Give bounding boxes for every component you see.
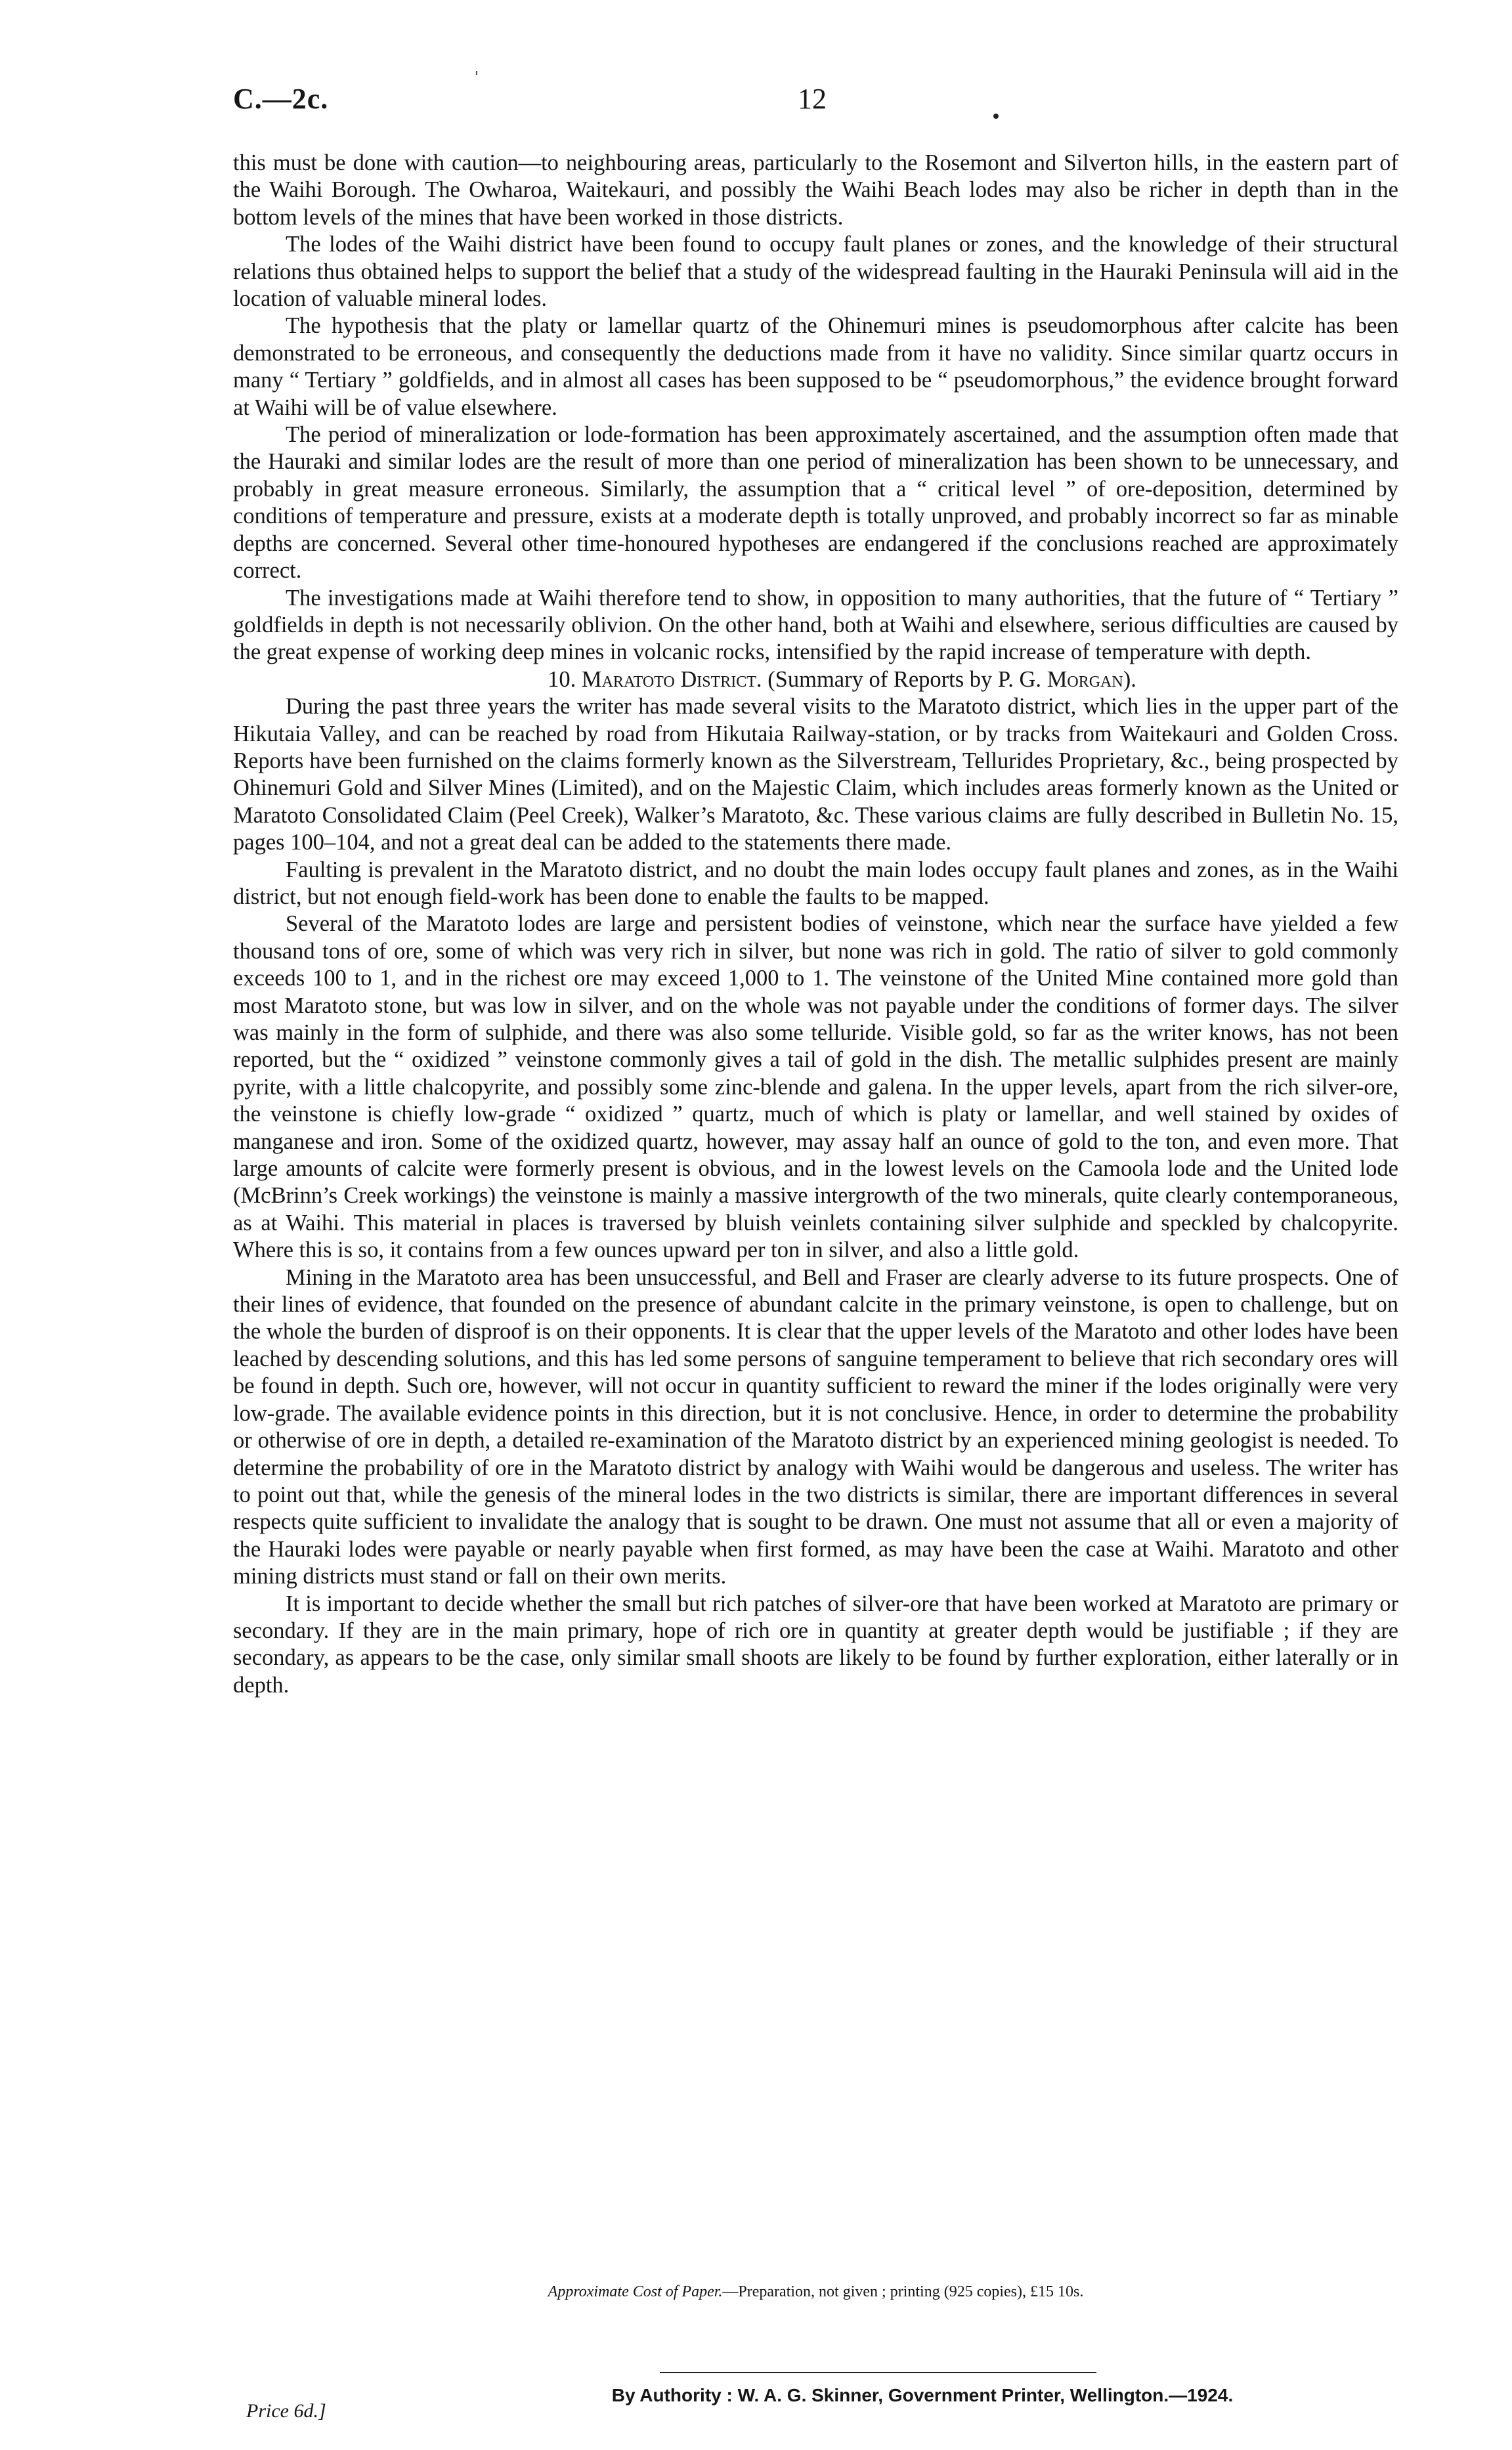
section-title: Maratoto District. [581, 666, 762, 692]
printer-imprint [453, 2385, 1392, 2406]
section-subtitle-name: Morgan [1047, 666, 1123, 692]
page-number: 12 [798, 83, 827, 115]
paragraph-2: The lodes of the Waihi district have been found to occupy fault planes or zones, and the knowledge of their structural relations thus obtained helps to support the belief that a study of the widespread faulting in the Hauraki Peninsula will aid in the location of valuable mineral lodes. [233, 232, 1398, 312]
body-text [233, 150, 1398, 1699]
document-reference: C.—2c. [233, 83, 329, 115]
cost-note-text: —Preparation, not given ; printing (925 copies), £15 10s. [722, 2283, 1084, 2300]
paragraph-3: The hypothesis that the platy or lamellar quartz of the Ohinemuri mines is pseudomorphous after calcite has been demonstrated to be erroneous, and consequently the deductions made from it have no validity. Since similar quartz occurs in many “ Tertiary ” goldfields, and in almost all cases has been supposed to be “ pseudomorphous,” the evidence brought forward at Waihi will be of value elsewhere. [233, 313, 1398, 420]
price-label: Price 6d.] [246, 2400, 326, 2422]
footer-rule [660, 2372, 1096, 2373]
paragraph-5: The investigations made at Waihi therefore tend to show, in opposition to many authorities, that the future of “ Tertiary ” goldfields in depth is not necessarily oblivion. On the other hand, both at Waihi and elsewhere, serious difficulties are caused by the great expense of working deep mines in volcanic rocks, intensified by the rapid increase of temperature with depth. [233, 585, 1398, 665]
authority-label: By Authority : [611, 2385, 733, 2405]
authority-text: W. A. G. Skinner, Government Printer, Wellington.—1924. [732, 2385, 1234, 2405]
section-heading [233, 666, 1398, 693]
paragraph-4: The period of mineralization or lode-formation has been approximately ascertained, and the assumption often made that the Hauraki and similar lodes are the result of more than one period of mineralization has been shown to be unnecessary, and probably in great measure erroneous. Similarly, the assumption that a “ critical level ” of ore-deposition, determined by conditions of temperature and pressure, exists at a moderate depth is totally unproved, and probably incorrect so far as minable depths are concerned. Several other time-honoured hypotheses are endangered if the conclusions reached are approximately correct. [233, 422, 1398, 584]
section-number: 10. [548, 666, 576, 692]
section-paragraph-4: Mining in the Maratoto area has been unsuccessful, and Bell and Fraser are clearly adverse to its future prospects. One of their lines of evidence, that founded on the presence of abundant calcite in the primary veinstone, is open to challenge, but on the whole the burden of disproof is on their opponents. It is clear that the upper levels of the Maratoto and other lodes have been leached by descending solutions, and this has led some persons of sanguine temperament to believe that rich secondary ores will be found in depth. Such ore, however, will not occur in quantity sufficient to reward the miner if the lodes originally were very low-grade. The available evidence points in this direction, but it is not conclusive. Hence, in order to determine the probability or otherwise of ore in depth, a detailed re-examination of the Maratoto district by an experienced mining geologist is needed. To determine the probability of ore in the Maratoto district by analogy with Waihi would be dangerous and useless. The writer has to point out that, while the genesis of the mineral lodes in the two districts is similar, there are important differences in several respects quite sufficient to invalidate the analogy that is sought to be drawn. One must not assume that all or even a majority of the Hauraki lodes were payable or nearly payable when first formed, as may have been the case at Waihi. Maratoto and other mining districts must stand or fall on their own merits. [233, 1264, 1398, 1589]
cost-note-label: Approximate Cost of Paper. [548, 2283, 723, 2300]
section-paragraph-5: It is important to decide whether the small but rich patches of silver-ore that have been worked at Maratoto are primary or secondary. If they are in the main primary, hope of rich ore in quantity at greater depth would be justifiable ; if they are secondary, as appears to be the case, only similar small shoots are likely to be found by further exploration, either laterally or in depth. [233, 1591, 1398, 1698]
section-subtitle-pre: (Summary of Reports by P. G. [767, 666, 1047, 692]
paragraph-1: this must be done with caution—to neighbouring areas, particularly to the Rosemont and Silverton hills, in the eastern part of the Waihi Borough. The Owharoa, Waitekauri, and possibly the Waihi Beach lodes may also be richer in depth than in the bottom levels of the mines that have been worked in those districts. [233, 150, 1398, 230]
page-header [233, 82, 1398, 121]
print-mark [476, 71, 477, 75]
section-paragraph-2: Faulting is prevalent in the Maratoto district, and no doubt the main lodes occupy fault planes and zones, as in the Waihi district, but not enough field-work has been done to enable the faults to be mapped. [233, 857, 1398, 909]
section-paragraph-1: During the past three years the writer has made several visits to the Maratoto district, which lies in the upper part of the Hikutaia Valley, and can be reached by road from Hikutaia Railway-station, or by tracks from Waitekauri and Golden Cross. Reports have been furnished on the claims formerly known as the Silverstream, Tellurides Proprietary, &c., being prospected by Ohinemuri Gold and Silver Mines (Limited), and on the Majestic Claim, which includes areas formerly known as the United or Maratoto Consolidated Claim (Peel Creek), Walker’s Maratoto, &c. These various claims are fully described in Bulletin No. 15, pages 100–104, and not a great deal can be added to the statements there made. [233, 694, 1398, 855]
section-paragraph-3: Several of the Maratoto lodes are large and persistent bodies of veinstone, which near the surface have yielded a few thousand tons of ore, some of which was very rich in silver, but none was rich in gold. The ratio of silver to gold commonly exceeds 100 to 1, and in the richest ore may exceed 1,000 to 1. The veinstone of the United Mine contained more gold than most Maratoto stone, but was low in silver, and on the whole was not payable under the conditions of former days. The silver was mainly in the form of sulphide, and there was also some telluride. Visible gold, so far as the writer knows, has not been reported, but the “ oxidized ” veinstone commonly gives a tail of gold in the dish. The metallic sulphides present are mainly pyrite, with a little chalcopyrite, and possibly some zinc-blende and galena. In the upper levels, apart from the rich silver-ore, the veinstone is chiefly low-grade “ oxidized ” quartz, much of which is platy or lamellar, and well stained by oxides of manganese and iron. Some of the oxidized quartz, however, may assay half an ounce of gold to the ton, and even more. That large amounts of calcite were formerly present is obvious, and in the lowest levels on the Camoola lode and the United lode (McBrinn’s Creek workings) the veinstone is mainly a massive intergrowth of the two minerals, quite clearly contemporaneous, as at Waihi. This material in places is traversed by bluish veinlets containing silver sulphide and speckled by chalcopyrite. Where this is so, it contains from a few ounces upward per ton in silver, and also a little gold. [233, 911, 1398, 1263]
section-subtitle-post: ). [1123, 666, 1136, 692]
print-dot [993, 114, 999, 119]
cost-note [233, 2283, 1398, 2301]
